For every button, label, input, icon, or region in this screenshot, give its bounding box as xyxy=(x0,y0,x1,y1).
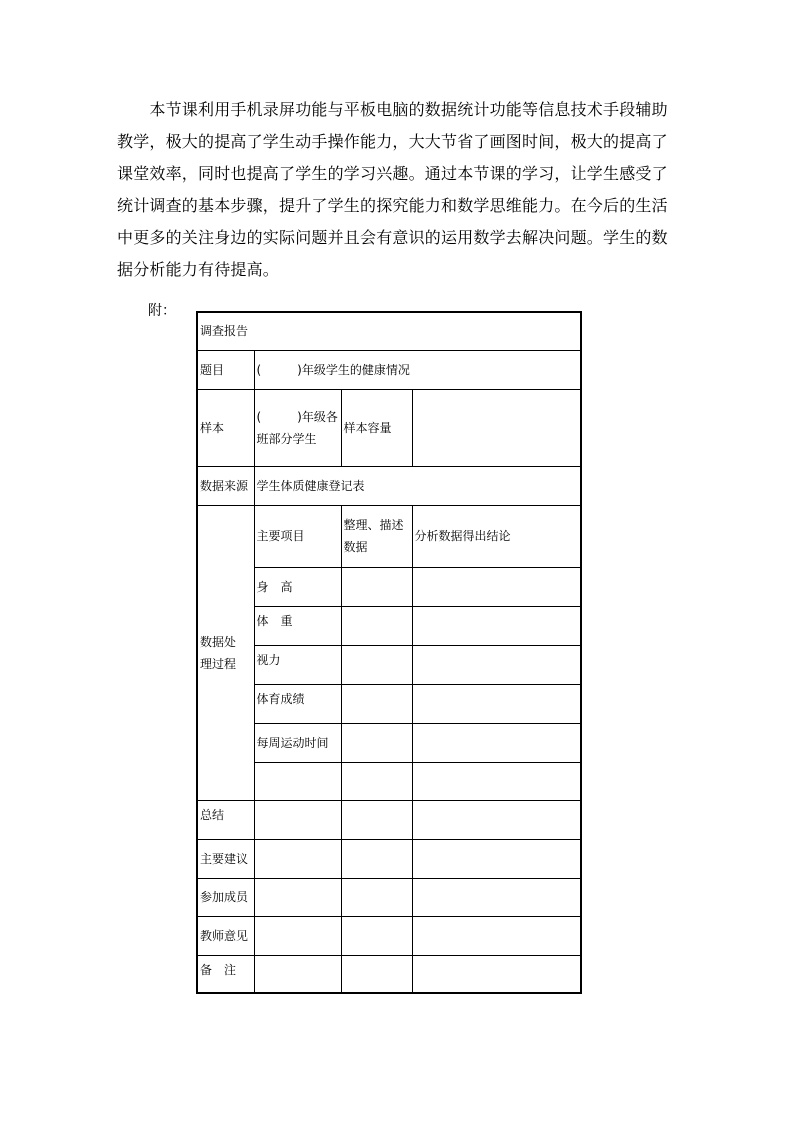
item-organize-cell xyxy=(341,567,412,606)
item-analyze-cell xyxy=(412,567,581,606)
sample-size-label: 样本容量 xyxy=(341,389,412,466)
paragraph-line: 统计调查的基本步骤，提升了学生的探究能力和数学思维能力。在今后的生活 xyxy=(117,196,668,215)
members-cell xyxy=(254,878,341,916)
column-header-main-items: 主要项目 xyxy=(254,505,341,567)
table-row xyxy=(197,762,581,800)
body-paragraph xyxy=(117,94,677,286)
item-label: 体 重 xyxy=(254,606,341,645)
table-row xyxy=(197,878,581,916)
members-label: 参加成员 xyxy=(197,878,254,916)
table-row xyxy=(197,916,581,955)
table-row xyxy=(197,312,581,350)
suggestions-cell xyxy=(412,839,581,878)
item-label: 每周运动时间 xyxy=(254,723,341,762)
item-organize-cell xyxy=(341,762,412,800)
item-analyze-cell xyxy=(412,762,581,800)
table-row xyxy=(197,567,581,606)
table-row xyxy=(197,684,581,723)
summary-cell xyxy=(254,800,341,839)
column-header-organize xyxy=(341,505,412,567)
column-header-line: 数据 xyxy=(343,540,368,554)
column-header-line: 整理、描述 xyxy=(343,518,404,532)
item-analyze-cell xyxy=(412,684,581,723)
item-label: 身 高 xyxy=(254,567,341,606)
summary-cell xyxy=(341,800,412,839)
sample-value-line: ( )年级各 xyxy=(256,409,338,424)
survey-report-table xyxy=(196,311,582,994)
item-label: 体育成绩 xyxy=(254,684,341,723)
table-row xyxy=(197,723,581,762)
item-organize-cell xyxy=(341,606,412,645)
sample-value xyxy=(254,389,341,466)
table-row xyxy=(197,955,581,993)
item-organize-cell xyxy=(341,684,412,723)
item-organize-cell xyxy=(341,645,412,684)
table-row xyxy=(197,350,581,389)
summary-cell xyxy=(412,800,581,839)
notes-cell xyxy=(254,955,341,993)
sample-value-line: 班部分学生 xyxy=(256,431,317,446)
suggestions-cell xyxy=(254,839,341,878)
process-label-line: 理过程 xyxy=(200,656,237,671)
teacher-cell xyxy=(412,916,581,955)
table-row xyxy=(197,839,581,878)
item-label: 视力 xyxy=(254,645,341,684)
members-cell xyxy=(412,878,581,916)
paragraph-line: 本节课利用手机录屏功能与平板电脑的数据统计功能等信息技术手段辅助 xyxy=(117,100,668,119)
paragraph-line: 中更多的关注身边的实际问题并且会有意识的运用数学去解决问题。学生的数 xyxy=(117,228,668,247)
members-cell xyxy=(341,878,412,916)
source-label: 数据来源 xyxy=(197,466,254,505)
notes-cell xyxy=(341,955,412,993)
topic-label: 题目 xyxy=(197,350,254,389)
appendix-label: 附： xyxy=(148,303,176,319)
table-row xyxy=(197,389,581,466)
table-row xyxy=(197,645,581,684)
teacher-label: 教师意见 xyxy=(197,916,254,955)
sample-size-value xyxy=(412,389,581,466)
item-analyze-cell xyxy=(412,723,581,762)
teacher-cell xyxy=(254,916,341,955)
table-row xyxy=(197,606,581,645)
report-title: 调查报告 xyxy=(197,312,581,350)
item-analyze-cell xyxy=(412,645,581,684)
process-label xyxy=(197,505,254,800)
paragraph-line: 课堂效率，同时也提高了学生的学习兴趣。通过本节课的学习，让学生感受了 xyxy=(117,164,668,183)
item-organize-cell xyxy=(341,723,412,762)
item-label xyxy=(254,762,341,800)
notes-cell xyxy=(412,955,581,993)
paragraph-line: 教学，极大的提高了学生动手操作能力，大大节省了画图时间，极大的提高了 xyxy=(117,132,668,151)
suggestions-label: 主要建议 xyxy=(197,839,254,878)
table-row xyxy=(197,466,581,505)
process-label-line: 数据处 xyxy=(200,634,237,649)
table-row xyxy=(197,505,581,567)
sample-label: 样本 xyxy=(197,389,254,466)
suggestions-cell xyxy=(341,839,412,878)
table-row xyxy=(197,800,581,839)
topic-value: ( )年级学生的健康情况 xyxy=(254,350,581,389)
summary-label: 总结 xyxy=(197,800,254,839)
paragraph-line: 据分析能力有待提高。 xyxy=(117,260,280,279)
notes-label: 备 注 xyxy=(197,955,254,993)
teacher-cell xyxy=(341,916,412,955)
item-analyze-cell xyxy=(412,606,581,645)
column-header-analyze: 分析数据得出结论 xyxy=(412,505,581,567)
source-value: 学生体质健康登记表 xyxy=(254,466,581,505)
